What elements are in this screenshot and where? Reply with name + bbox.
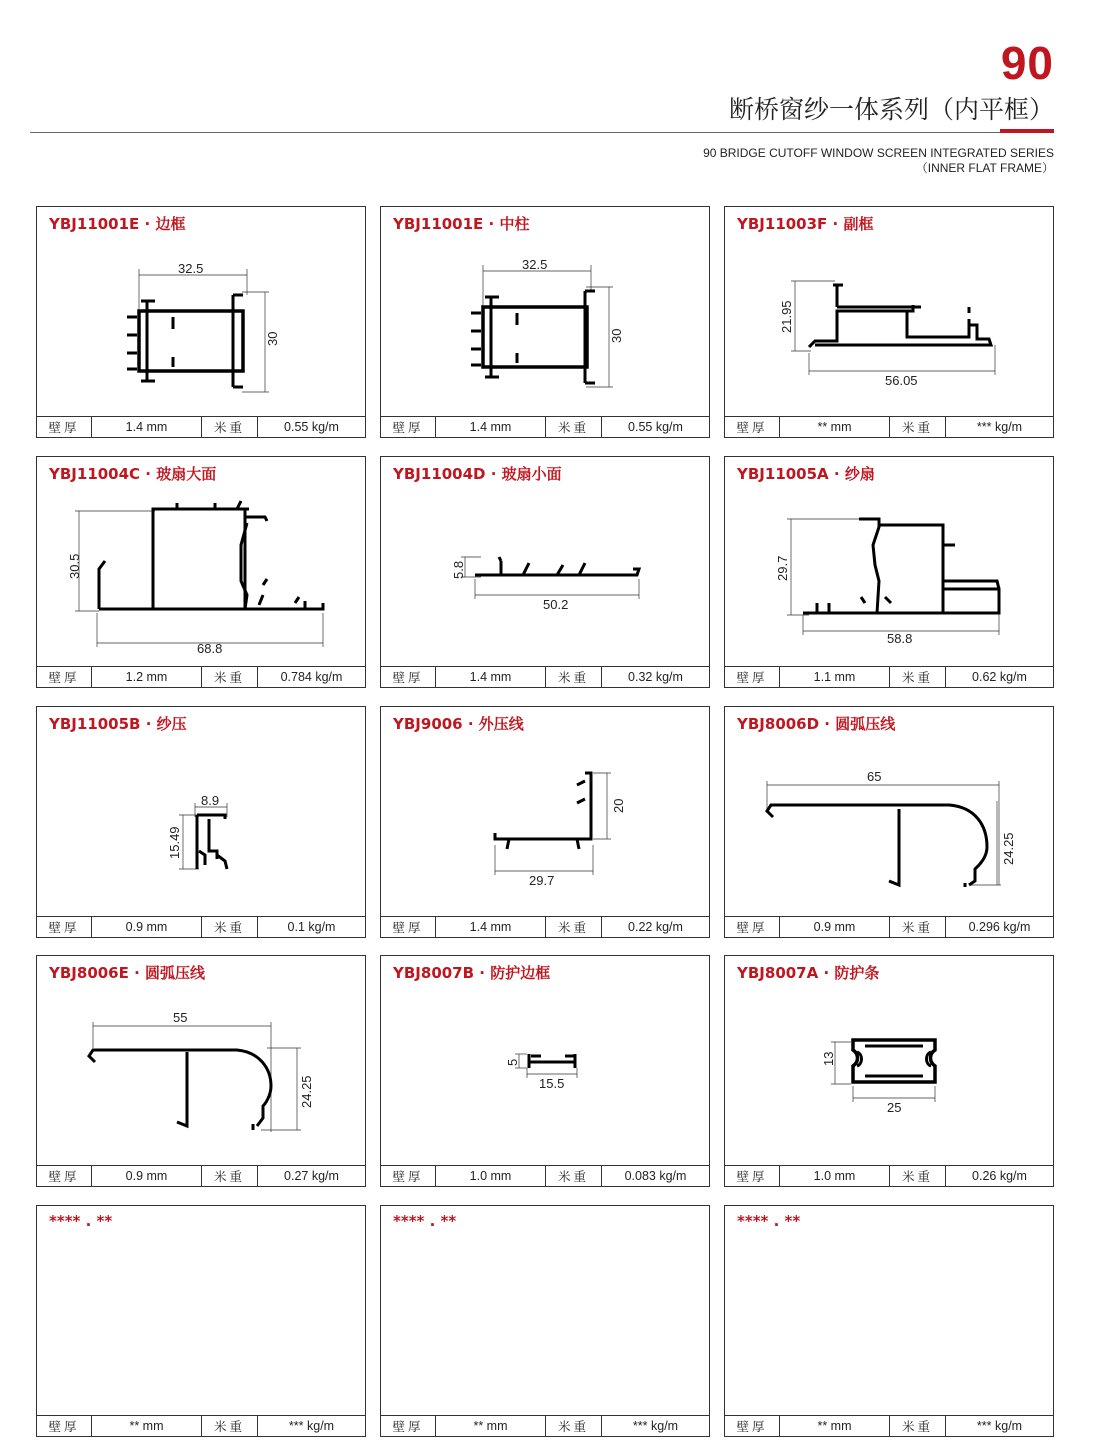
- thickness-label: 壁厚: [381, 917, 436, 937]
- thickness-label: 壁厚: [381, 1166, 436, 1186]
- weight-value: 0.27 kg/m: [284, 1169, 339, 1183]
- header-rule: [30, 132, 1054, 133]
- thickness-label: 壁厚: [725, 1166, 780, 1186]
- dim-label: 5.8: [451, 560, 466, 579]
- thickness-value: 1.4 mm: [436, 417, 546, 437]
- weight-label: 米重: [890, 1416, 946, 1436]
- weight-value: 0.26 kg/m: [972, 1169, 1027, 1183]
- series-number: 90: [1000, 37, 1054, 89]
- spec-row: [37, 1165, 365, 1186]
- weight-label: 米重: [546, 1416, 602, 1436]
- dim-label: 29.7: [775, 555, 790, 581]
- thickness-value: 1.4 mm: [92, 417, 202, 437]
- profile-card: [380, 206, 710, 438]
- profile-drawing: [381, 235, 711, 417]
- weight-label: 米重: [546, 917, 602, 937]
- weight-value: 0.22 kg/m: [628, 920, 683, 934]
- thickness-value: 0.9 mm: [92, 1166, 202, 1186]
- weight-value: *** kg/m: [632, 1419, 679, 1433]
- profile-drawing: [725, 984, 1055, 1166]
- spec-row: [381, 1165, 709, 1186]
- dim-label: 15.5: [539, 1076, 565, 1091]
- weight-label: 米重: [202, 417, 258, 437]
- thickness-label: 壁厚: [37, 1416, 92, 1436]
- profile-title: YBJ11001E · 边框: [49, 215, 186, 233]
- dim-label: 24.25: [1001, 832, 1016, 865]
- dim-label: 20: [611, 798, 626, 813]
- profile-title: YBJ9006 · 外压线: [393, 715, 524, 733]
- spec-row: [725, 1415, 1053, 1436]
- profile-title: YBJ8006D · 圆弧压线: [737, 715, 896, 733]
- dim-label: 68.8: [197, 641, 223, 656]
- profile-title: YBJ11004D · 玻扇小面: [393, 465, 562, 483]
- profile-card: [36, 706, 366, 938]
- profile-drawing: [381, 485, 711, 667]
- dim-label: 5: [505, 1058, 520, 1066]
- thickness-label: 壁厚: [381, 417, 436, 437]
- weight-value: 0.083 kg/m: [624, 1169, 687, 1183]
- dim-label: 32.5: [178, 261, 204, 276]
- profile-drawing: [725, 235, 1055, 417]
- subtitle-line-2: （INNER FLAT FRAME）: [915, 161, 1054, 175]
- thickness-value: 1.4 mm: [436, 917, 546, 937]
- thickness-label: 壁厚: [37, 667, 92, 687]
- dim-label: 65: [867, 769, 882, 784]
- weight-label: 米重: [890, 1166, 946, 1186]
- spec-row: [37, 666, 365, 687]
- thickness-value: 0.9 mm: [780, 917, 890, 937]
- weight-value: 0.55 kg/m: [284, 420, 339, 434]
- spec-row: [37, 416, 365, 437]
- profile-drawing: [381, 984, 711, 1166]
- profile-title: YBJ11001E · 中柱: [393, 215, 530, 233]
- thickness-value: 1.4 mm: [436, 667, 546, 687]
- profile-title: YBJ8006E · 圆弧压线: [49, 964, 206, 982]
- profile-title: **** . **: [737, 1212, 801, 1230]
- dim-label: 56.05: [885, 373, 918, 388]
- thickness-label: 壁厚: [37, 417, 92, 437]
- profile-drawing: [37, 235, 367, 417]
- profile-card: [724, 706, 1054, 938]
- dim-label: 13: [821, 1051, 836, 1066]
- dim-label: 30: [265, 331, 280, 346]
- profile-card-empty: [724, 1205, 1054, 1437]
- dim-label: 30.5: [67, 553, 82, 579]
- thickness-label: 壁厚: [725, 917, 780, 937]
- profile-title: **** . **: [49, 1212, 113, 1230]
- weight-value: *** kg/m: [288, 1419, 335, 1433]
- weight-value: *** kg/m: [976, 420, 1023, 434]
- weight-label: 米重: [890, 417, 946, 437]
- thickness-value: 0.9 mm: [92, 917, 202, 937]
- profile-card: [380, 955, 710, 1187]
- weight-label: 米重: [202, 1416, 258, 1436]
- profile-drawing: [37, 735, 367, 917]
- profile-title: YBJ11005B · 纱压: [49, 715, 187, 733]
- spec-row: [37, 916, 365, 937]
- thickness-label: 壁厚: [725, 667, 780, 687]
- dim-label: 29.7: [529, 873, 555, 888]
- thickness-label: 壁厚: [37, 917, 92, 937]
- profile-drawing: [725, 485, 1055, 667]
- thickness-value: 1.1 mm: [780, 667, 890, 687]
- weight-value: *** kg/m: [976, 1419, 1023, 1433]
- dim-label: 24.25: [299, 1075, 314, 1108]
- page-title: 断桥窗纱一体系列（内平框）: [728, 95, 1054, 124]
- weight-value: 0.1 kg/m: [287, 920, 336, 934]
- subtitle-line-1: 90 BRIDGE CUTOFF WINDOW SCREEN INTEGRATED SERIES: [703, 146, 1054, 160]
- dim-label: 50.2: [543, 597, 569, 612]
- profile-title: YBJ11005A · 纱扇: [737, 465, 875, 483]
- header-accent-bar: [1000, 129, 1054, 133]
- thickness-value: 1.0 mm: [436, 1166, 546, 1186]
- page-subtitle: [703, 146, 1054, 176]
- weight-value: 0.62 kg/m: [972, 670, 1027, 684]
- spec-row: [725, 416, 1053, 437]
- thickness-label: 壁厚: [381, 1416, 436, 1436]
- weight-label: 米重: [546, 667, 602, 687]
- profile-card: [724, 206, 1054, 438]
- dim-label: 25: [887, 1100, 902, 1115]
- profile-card-empty: [36, 1205, 366, 1437]
- profile-drawing: [37, 485, 367, 667]
- weight-value: 0.784 kg/m: [280, 670, 343, 684]
- profile-title: YBJ8007B · 防护边框: [393, 964, 551, 982]
- thickness-value: ** mm: [436, 1416, 546, 1436]
- dim-label: 58.8: [887, 631, 913, 646]
- profile-card: [36, 955, 366, 1187]
- profile-title: YBJ11003F · 副框: [737, 215, 874, 233]
- profile-card: [380, 456, 710, 688]
- thickness-value: ** mm: [92, 1416, 202, 1436]
- weight-label: 米重: [546, 417, 602, 437]
- profile-card: [36, 206, 366, 438]
- dim-label: 21.95: [779, 300, 794, 333]
- profile-card: [380, 706, 710, 938]
- profile-card: [724, 456, 1054, 688]
- profile-drawing: [725, 735, 1055, 917]
- spec-row: [725, 916, 1053, 937]
- thickness-value: 1.2 mm: [92, 667, 202, 687]
- dim-label: 15.49: [167, 826, 182, 859]
- profile-card-empty: [380, 1205, 710, 1437]
- dim-label: 30: [609, 328, 624, 343]
- profile-card: [36, 456, 366, 688]
- thickness-label: 壁厚: [725, 1416, 780, 1436]
- weight-label: 米重: [890, 917, 946, 937]
- weight-value: 0.32 kg/m: [628, 670, 683, 684]
- thickness-value: ** mm: [780, 1416, 890, 1436]
- dim-label: 8.9: [201, 793, 220, 808]
- profile-drawing: [37, 984, 367, 1166]
- profile-card: [724, 955, 1054, 1187]
- spec-row: [381, 916, 709, 937]
- thickness-label: 壁厚: [37, 1166, 92, 1186]
- spec-row: [381, 416, 709, 437]
- thickness-value: 1.0 mm: [780, 1166, 890, 1186]
- weight-label: 米重: [546, 1166, 602, 1186]
- spec-row: [37, 1415, 365, 1436]
- thickness-value: ** mm: [780, 417, 890, 437]
- weight-value: 0.296 kg/m: [968, 920, 1031, 934]
- weight-label: 米重: [202, 1166, 258, 1186]
- profile-drawing: [381, 735, 711, 917]
- weight-value: 0.55 kg/m: [628, 420, 683, 434]
- profile-title: YBJ11004C · 玻扇大面: [49, 465, 217, 483]
- spec-row: [725, 1165, 1053, 1186]
- weight-label: 米重: [202, 917, 258, 937]
- thickness-label: 壁厚: [381, 667, 436, 687]
- thickness-label: 壁厚: [725, 417, 780, 437]
- profile-title: **** . **: [393, 1212, 457, 1230]
- dim-label: 32.5: [522, 257, 548, 272]
- weight-label: 米重: [890, 667, 946, 687]
- dim-label: 55: [173, 1010, 188, 1025]
- weight-label: 米重: [202, 667, 258, 687]
- spec-row: [381, 666, 709, 687]
- profile-title: YBJ8007A · 防护条: [737, 964, 880, 982]
- spec-row: [381, 1415, 709, 1436]
- spec-row: [725, 666, 1053, 687]
